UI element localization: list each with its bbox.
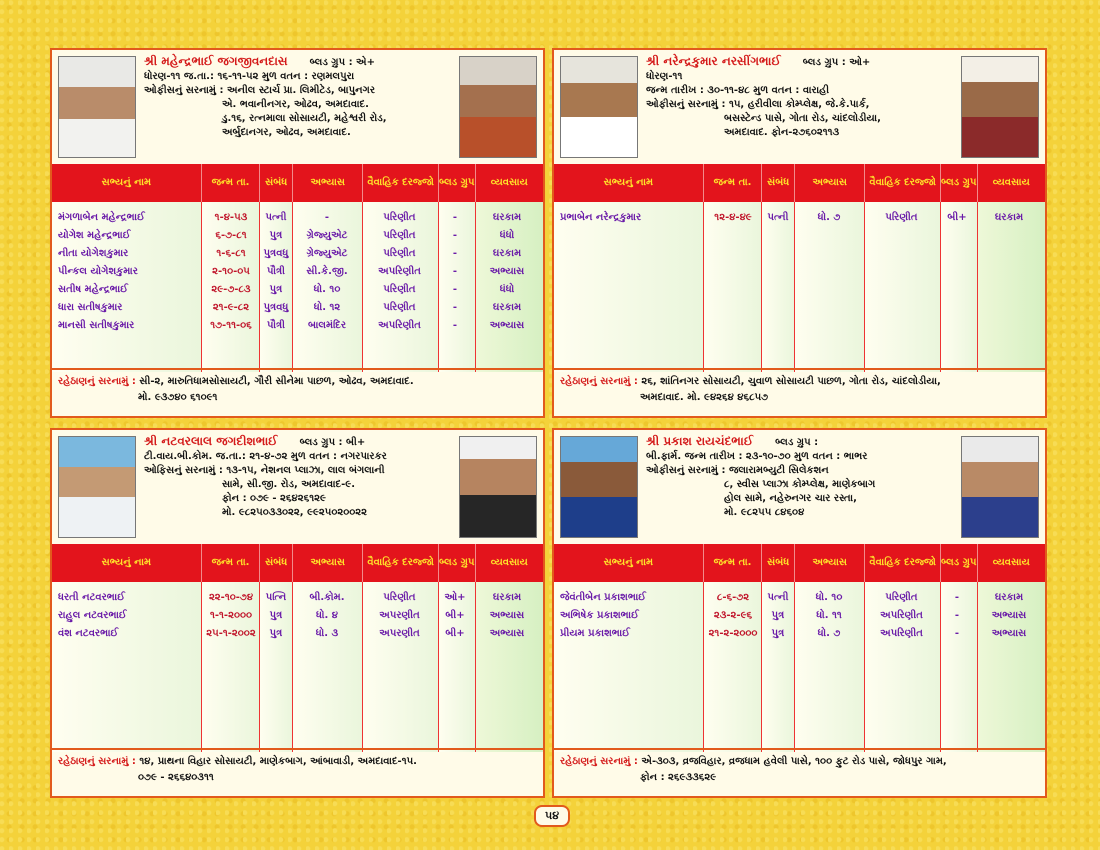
member-occupation: ઘરકામ [994, 591, 1024, 603]
member-marital: પરિણીત [885, 591, 918, 603]
member-dob: ૨૯-૭-૮૩ [211, 283, 251, 295]
header-bg: બ્લડ ગ્રુપ [941, 164, 978, 202]
member-name: વંશ નટવરભાઈ [58, 627, 119, 639]
table-row [52, 262, 543, 280]
table-body [52, 202, 543, 372]
blood-group: બ્લડ ગ્રુપ : એ+ [309, 57, 375, 68]
member-blood-group: બી+ [947, 211, 967, 223]
member-blood-group: - [452, 283, 458, 295]
spouse-photo [459, 56, 537, 158]
member-occupation: ઘરકામ [994, 211, 1024, 223]
info-line: ઓફીસનું સરનામું : ૧૫, હરીવીલા કોમ્પ્લેક્ષ, જે.કે.પાર્ક, [646, 99, 870, 110]
member-relation: પુત્ર [269, 609, 283, 621]
header-mar: વૈવાહિક દરજ્જો [865, 164, 940, 202]
member-occupation: ઘરકામ [492, 301, 522, 313]
table-row [52, 208, 543, 226]
spouse-photo [961, 436, 1039, 538]
header-dob: જન્મ તા. [704, 164, 763, 202]
member-blood-group: - [452, 319, 458, 331]
member-education: ધો. ૧૧ [816, 609, 842, 621]
member-dob: ૮-૬-૭૨ [716, 591, 750, 603]
info-line: મો. ૯૮૨૫૫ ૮૪૬૦૪ [724, 507, 805, 518]
member-occupation: અભ્યાસ [489, 609, 525, 621]
member-blood-group: - [954, 591, 960, 603]
member-name: નીતા યોગેશકુમાર [58, 247, 129, 259]
member-dob: ૧-૪-૫૩ [214, 211, 248, 223]
info-line: એ. ભવાનીનગર, ઓઢવ, અમદાવાદ. [222, 99, 369, 110]
info-line: બસસ્ટેન્ડ પાસે, ગોતા રોડ, ચાંદલોડીયા, [724, 113, 881, 124]
header-occ: વ્યવસાય [490, 177, 528, 188]
member-education: ધો. ૭ [817, 627, 841, 639]
member-relation: પુત્ર [269, 283, 283, 295]
member-relation: પત્નિ [265, 591, 287, 603]
member-marital: પરિણીત [383, 591, 416, 603]
info-line: ૮, સ્વીસ પ્લાઝા કોમ્પ્લેક્ષ, માણેકબાગ [724, 479, 876, 490]
blood-group: બ્લડ ગ્રુપ : [775, 437, 819, 448]
member-education: - [324, 211, 330, 223]
member-marital: પરિણીત [383, 229, 416, 241]
addr-line1: ૧૪, પ્રાથના વિહાર સોસાયટી, માણેકબાગ, આંબાવાડી, અમદાવાદ-૧૫. [139, 756, 417, 767]
member-dob: ૧૭-૧૧-૦૬ [210, 319, 252, 331]
member-marital: અપરણીત [379, 627, 420, 639]
addr-line2: અમદાવાદ. મો. ૯૪૨૬૪ ૪૬૮૫૭ [640, 392, 769, 403]
member-education: ધો. ૧૦ [313, 283, 341, 295]
member-relation: પુત્ર [269, 229, 283, 241]
member-education: ધો. ૪ [316, 609, 338, 621]
header-dob: જન્મ તા. [202, 164, 261, 202]
info-line: મો. ૯૮૨૫૦૩૩૦૨૨, ૯૯૨૫૦૨૦૦૨૨ [222, 507, 368, 518]
header-dob: જન્મ તા. [202, 544, 261, 582]
table-row [554, 606, 1045, 624]
info-line: ડુ.૧૬, રત્નમાલા સોસાયટી, મહેશ્વરી રોડ, [222, 113, 387, 124]
addr-label: રહેઠાણનું સરનામું : [560, 376, 638, 387]
header-occ: વ્યવસાય [992, 177, 1030, 188]
member-blood-group: ઓ+ [444, 591, 466, 603]
header-rel: સંબંધ [762, 164, 795, 202]
card-header [144, 54, 451, 140]
addr-label: રહેઠાણનું સરનામું : [58, 376, 136, 387]
table-row [554, 624, 1045, 642]
header-dob: જન્મ તા. [704, 544, 763, 582]
member-blood-group: બી+ [445, 627, 465, 639]
card-header [144, 434, 451, 520]
member-occupation: ઘરકામ [492, 591, 522, 603]
member-dob: ૨૩-૨-૯૬ [713, 609, 753, 621]
header-mar: વૈવાહિક દરજ્જો [865, 544, 940, 582]
spouse-photo [961, 56, 1039, 158]
header-mar: વૈવાહિક દરજ્જો [363, 544, 438, 582]
member-education: ગ્રેજ્યુએટ [306, 247, 348, 259]
member-dob: ૧-૧-૨૦૦૦ [209, 609, 253, 621]
member-education: ધો. ૧૨ [313, 301, 341, 313]
members-table [554, 544, 1045, 752]
family-card-1 [50, 48, 545, 418]
member-marital: અપરિણીત [378, 265, 421, 277]
member-occupation: અભ્યાસ [489, 627, 525, 639]
table-row [52, 298, 543, 316]
header-bg: બ્લડ ગ્રુપ [941, 544, 978, 582]
header-name: સભ્યનું નામ [554, 164, 704, 202]
residence-address [52, 748, 543, 796]
member-relation: પત્ની [767, 591, 789, 603]
member-name: ધારા સતીષકુમાર [58, 301, 123, 313]
member-education: ધો. ૧૦ [815, 591, 843, 603]
card-header [646, 434, 953, 520]
info-line: સામે, સી.જી. રોડ, અમદાવાદ-૯. [222, 479, 356, 490]
member-name: જેવંતીબેન પ્રકાશભાઈ [560, 591, 647, 603]
member-marital: અપરિણીત [880, 627, 923, 639]
header-rel: સંબંધ [260, 544, 293, 582]
residence-address [554, 368, 1045, 416]
member-blood-group: - [452, 301, 458, 313]
blood-group: બ્લડ ગ્રુપ : ઓ+ [802, 57, 871, 68]
page-number: ૫૪ [534, 805, 570, 827]
table-header [554, 164, 1045, 202]
head-name: શ્રી નરેન્દ્રકુમાર નરસીંગભાઈ [646, 54, 781, 68]
header-rel: સંબંધ [260, 164, 293, 202]
member-dob: ૬-૭-૮૧ [215, 229, 247, 241]
member-marital: પરિણીત [383, 283, 416, 295]
member-name: પીન્કલ યોગેશકુમાર [58, 265, 138, 277]
member-relation: પુત્રવધુ [263, 247, 289, 259]
member-name: યોગેશ મહેન્દ્રભાઈ [58, 229, 131, 241]
table-row [52, 624, 543, 642]
addr-line2: ૦૭૯ - ૨૬૬૪૦૩૧૧ [138, 772, 214, 783]
table-row [52, 588, 543, 606]
member-blood-group: - [954, 627, 960, 639]
member-relation: પત્ની [767, 211, 789, 223]
member-marital: પરિણીત [383, 301, 416, 313]
member-occupation: ધંધો [499, 229, 515, 241]
member-blood-group: - [452, 247, 458, 259]
members-table [52, 164, 543, 372]
header-bg: બ્લડ ગ્રુપ [439, 544, 476, 582]
member-name: પ્રીયમ પ્રકાશભાઈ [560, 627, 630, 639]
header-edu: અભ્યાસ [795, 544, 865, 582]
head-name: શ્રી મહેન્દ્રભાઈ જગજીવનદાસ [144, 54, 288, 68]
header-occ: વ્યવસાય [992, 557, 1030, 568]
table-header [554, 544, 1045, 582]
member-dob: ૧૨-૪-૪૯ [714, 211, 752, 223]
member-education: બી.કોમ. [309, 591, 345, 603]
member-relation: પત્ની [265, 211, 287, 223]
member-photo [58, 56, 136, 158]
table-row [52, 226, 543, 244]
member-occupation: અભ્યાસ [991, 627, 1027, 639]
member-name: માનસી સતીષકુમાર [58, 319, 135, 331]
member-education: ધો. ૭ [817, 211, 841, 223]
member-occupation: ઘરકામ [492, 247, 522, 259]
addr-line1: સી-૨, મારુતિધામસોસાયટી, ગૌરી સીનેમા પાછળ, ઓઢવ, અમદાવાદ. [139, 376, 414, 387]
member-dob: ૨૧-૨-૨૦૦૦ [708, 627, 758, 639]
member-marital: પરિણીત [885, 211, 918, 223]
head-name: શ્રી નટવરલાલ જગદીશભાઈ [144, 434, 278, 448]
member-occupation: અભ્યાસ [489, 319, 525, 331]
header-name: સભ્યનું નામ [52, 544, 202, 582]
member-dob: ૨૨-૧૦-૭૪ [208, 591, 254, 603]
members-table [52, 544, 543, 752]
member-photo [560, 436, 638, 538]
family-card-3 [50, 428, 545, 798]
member-dob: ૨૧-૯-૮૨ [212, 301, 250, 313]
header-name: સભ્યનું નામ [52, 164, 202, 202]
header-name: સભ્યનું નામ [554, 544, 704, 582]
member-occupation: ધંધો [499, 283, 515, 295]
member-occupation: ઘરકામ [492, 211, 522, 223]
member-marital: પરિણીત [383, 211, 416, 223]
addr-label: રહેઠાણનું સરનામું : [58, 756, 136, 767]
member-education: બાલમંદિર [307, 319, 347, 331]
member-blood-group: - [452, 229, 458, 241]
info-line: બી.ફાર્મ. જન્મ તારીખ : ૨૩-૧૦-૭૦ મુળ વતન : ભાભર [646, 451, 868, 462]
table-body [554, 202, 1045, 372]
member-blood-group: - [452, 265, 458, 277]
header-bg: બ્લડ ગ્રુપ [439, 164, 476, 202]
header-mar: વૈવાહિક દરજ્જો [363, 164, 438, 202]
header-occ: વ્યવસાય [490, 557, 528, 568]
member-education: ધો. ૩ [315, 627, 339, 639]
member-dob: ૨૫-૧-૨૦૦૨ [206, 627, 256, 639]
table-body [554, 582, 1045, 752]
info-line: ઓફીસનું સરનામું : અનીલ સ્ટાર્ચ પ્રા. લિમીટેડ, બાપુનગર [144, 85, 375, 96]
info-line: ટી.વાય.બી.કોમ. જ.તા.: ૨૧-૪-૭૨ મુળ વતન : નગરપારકર [144, 451, 387, 462]
table-row [52, 606, 543, 624]
addr-line2: મો. ૯૩૭૪૦ ૬૧૦૯૧ [138, 392, 218, 403]
info-line: ધોરણ-૧૧ જ.તા.: ૧૬-૧૧-૫૨ મુળ વતન : રણમલપુરા [144, 71, 355, 82]
info-line: ઓફિસનું સરનામું : ૧૩-૧૫, નેશનલ પ્લાઝા, લાલ બંગલાની [144, 465, 385, 476]
addr-line1: ૨૬, શાંતિનગર સોસાયટી, ચુવાળ સોસાયટી પાછળ, ગોતા રોડ, ચાંદલોડીયા, [641, 376, 941, 387]
member-relation: પુત્ર [269, 627, 283, 639]
addr-line1: એ-૩૦૩, વ્રજવિહાર, વ્રજધામ હવેલી પાસે, ૧૦૦ ફુટ રોડ પાસે, જોધપુર ગામ, [641, 756, 947, 767]
member-blood-group: બી+ [445, 609, 465, 621]
header-edu: અભ્યાસ [293, 544, 363, 582]
member-dob: ૨-૧૦-૦૫ [212, 265, 250, 277]
member-name: પ્રભાબેન નરેન્દ્રકુમાર [560, 211, 642, 223]
member-photo [560, 56, 638, 158]
member-occupation: અભ્યાસ [489, 265, 525, 277]
family-card-2 [552, 48, 1047, 418]
member-name: મંગળાબેન મહેન્દ્રભાઈ [58, 211, 145, 223]
table-header [52, 164, 543, 202]
table-row [52, 280, 543, 298]
table-header [52, 544, 543, 582]
member-relation: પુત્ર [771, 627, 785, 639]
member-blood-group: - [452, 211, 458, 223]
member-relation: પુત્ર [771, 609, 785, 621]
blood-group: બ્લડ ગ્રુપ : બી+ [299, 437, 366, 448]
member-education: ગ્રેજ્યુએટ [306, 229, 348, 241]
member-name: રાહુલ નટવરભાઈ [58, 609, 127, 621]
table-row [554, 208, 1045, 226]
member-name: ધરતી નટવરભાઈ [58, 591, 125, 603]
header-edu: અભ્યાસ [293, 164, 363, 202]
head-name: શ્રી પ્રકાશ રાયચંદભાઈ [646, 434, 754, 448]
member-relation: પૌત્રી [266, 319, 286, 331]
addr-line2: ફોન : ૨૬૯૩૩૬૨૯ [640, 772, 717, 783]
info-line: ઓફીસનું સરનામું : જલારામબ્યુટી સિલેકશન [646, 465, 829, 476]
header-rel: સંબંધ [762, 544, 795, 582]
member-relation: પુત્રવધુ [263, 301, 289, 313]
member-name: અભિષેક પ્રકાશભાઈ [560, 609, 639, 621]
header-edu: અભ્યાસ [795, 164, 865, 202]
family-card-4 [552, 428, 1047, 798]
members-table [554, 164, 1045, 372]
table-row [52, 316, 543, 334]
member-education: સી.કે.જી. [306, 265, 348, 277]
member-marital: પરિણીત [383, 247, 416, 259]
info-line: હોલ સામે, નહેરુનગર ચાર રસ્તા, [724, 493, 857, 504]
member-name: સતીષ મહેન્દ્રભાઈ [58, 283, 128, 295]
member-relation: પૌત્રી [266, 265, 286, 277]
member-marital: અપરિણીત [378, 319, 421, 331]
table-row [52, 244, 543, 262]
info-line: અર્બુદાનગર, ઓઢવ, અમદાવાદ. [222, 127, 351, 138]
residence-address [554, 748, 1045, 796]
table-row [554, 588, 1045, 606]
member-photo [58, 436, 136, 538]
card-header [646, 54, 953, 140]
info-line: ધોરણ-૧૧ [646, 71, 683, 82]
spouse-photo [459, 436, 537, 538]
info-line: ફોન : ૦૭૯ - ૨૬૪૨૬૧૨૯ [222, 493, 326, 504]
member-marital: અપરિણીત [880, 609, 923, 621]
member-occupation: અભ્યાસ [991, 609, 1027, 621]
residence-address [52, 368, 543, 416]
addr-label: રહેઠાણનું સરનામું : [560, 756, 638, 767]
member-dob: ૧-૬-૮૧ [216, 247, 246, 259]
info-line: અમદાવાદ. ફોન-૨૭૬૦૨૧૧૩ [724, 127, 840, 138]
member-blood-group: - [954, 609, 960, 621]
member-marital: અપરણીત [379, 609, 420, 621]
table-body [52, 582, 543, 752]
info-line: જન્મ તારીખ : ૩૦-૧૧-૪૮ મુળ વતન : વારાહી [646, 85, 830, 96]
